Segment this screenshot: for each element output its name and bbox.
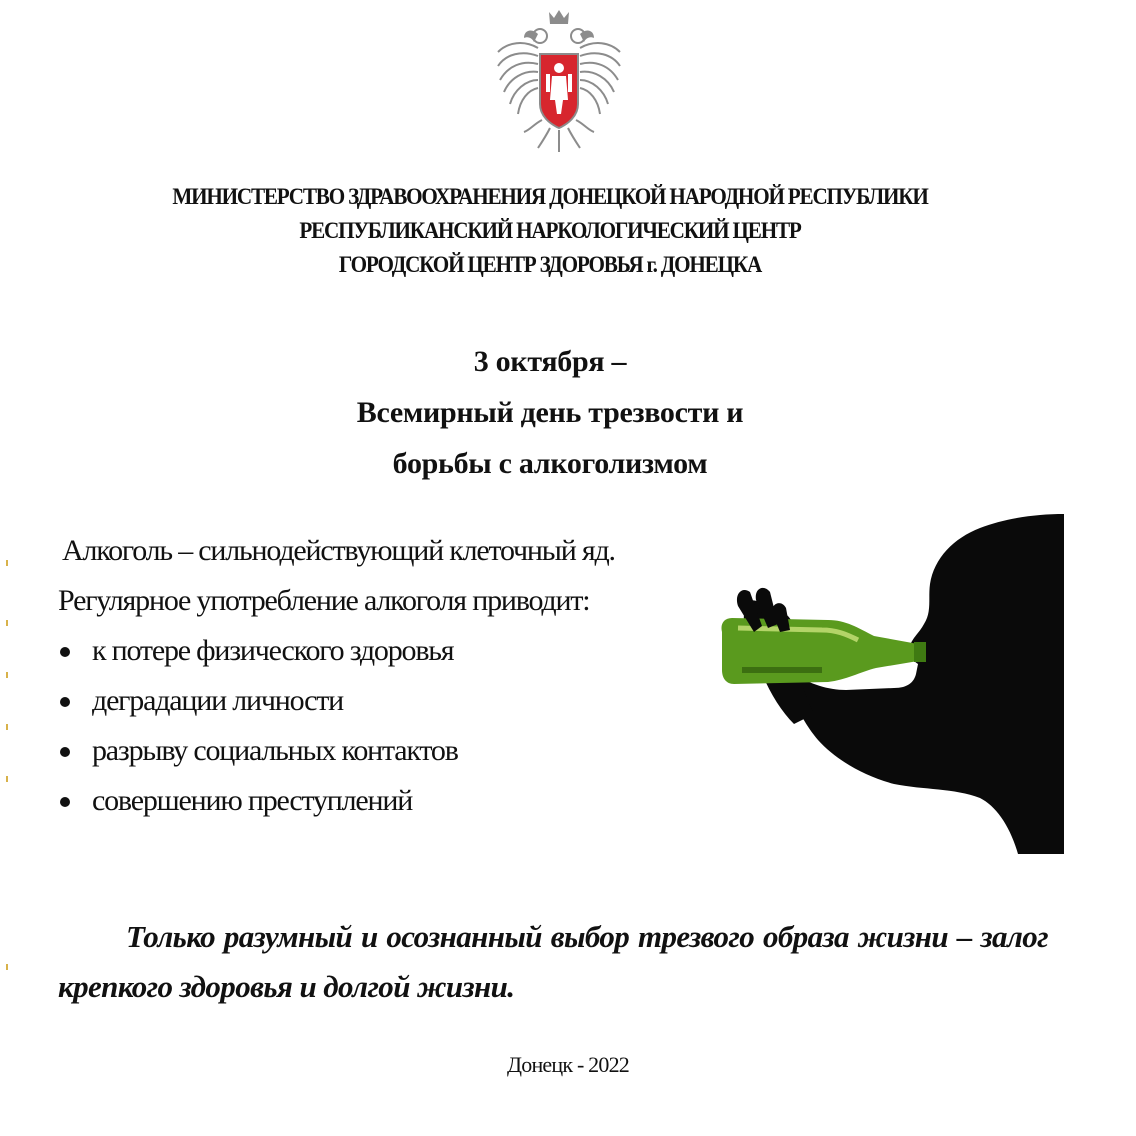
page-title — [240, 336, 860, 489]
list-item — [58, 726, 718, 776]
organization-header — [99, 180, 1001, 282]
list-item-text: разрыву социальных контактов — [92, 734, 458, 767]
intro-line-2: Регулярное употребление алкоголя приводит: — [58, 584, 590, 617]
title-line-3: борьбы с алкоголизмом — [392, 447, 708, 480]
list-item — [58, 776, 718, 826]
bullet-icon — [60, 647, 70, 657]
body-text — [58, 526, 718, 826]
list-item-text: совершению преступлений — [92, 784, 413, 817]
list-item-text: к потере физического здоровья — [92, 634, 454, 667]
bullet-icon — [60, 697, 70, 707]
edge-artifacts — [6, 560, 10, 980]
coat-of-arms-icon — [494, 8, 624, 156]
header-health-center: ГОРОДСКОЙ ЦЕНТР ЗДОРОВЬЯ г. ДОНЕЦКА — [338, 252, 762, 277]
list-item-text: деградации личности — [92, 684, 344, 717]
list-item — [58, 676, 718, 726]
header-narcology-center: РЕСПУБЛИКАНСКИЙ НАРКОЛОГИЧЕСКИЙ ЦЕНТР — [299, 218, 801, 243]
header-ministry: МИНИСТЕРСТВО ЗДРАВООХРАНЕНИЯ ДОНЕЦКОЙ НАРОДНОЙ РЕСПУБЛИКИ — [172, 184, 928, 209]
title-line-2: Всемирный день трезвости и — [356, 396, 744, 429]
silhouette-drinking-icon — [718, 514, 1064, 854]
bullet-icon — [60, 797, 70, 807]
motto-text: Только разумный и осознанный выбор трезвого образа жизни – залог крепкого здоровья и долгой жизни. — [58, 919, 1048, 1004]
title-date: 3 октября – — [473, 345, 627, 378]
list-item — [58, 626, 718, 676]
footer-place-year: Донецк - 2022 — [507, 1052, 629, 1077]
bullet-icon — [60, 747, 70, 757]
intro-line-1: Алкоголь – сильнодействующий клеточный яд. — [62, 534, 615, 567]
consequences-list — [58, 626, 718, 826]
